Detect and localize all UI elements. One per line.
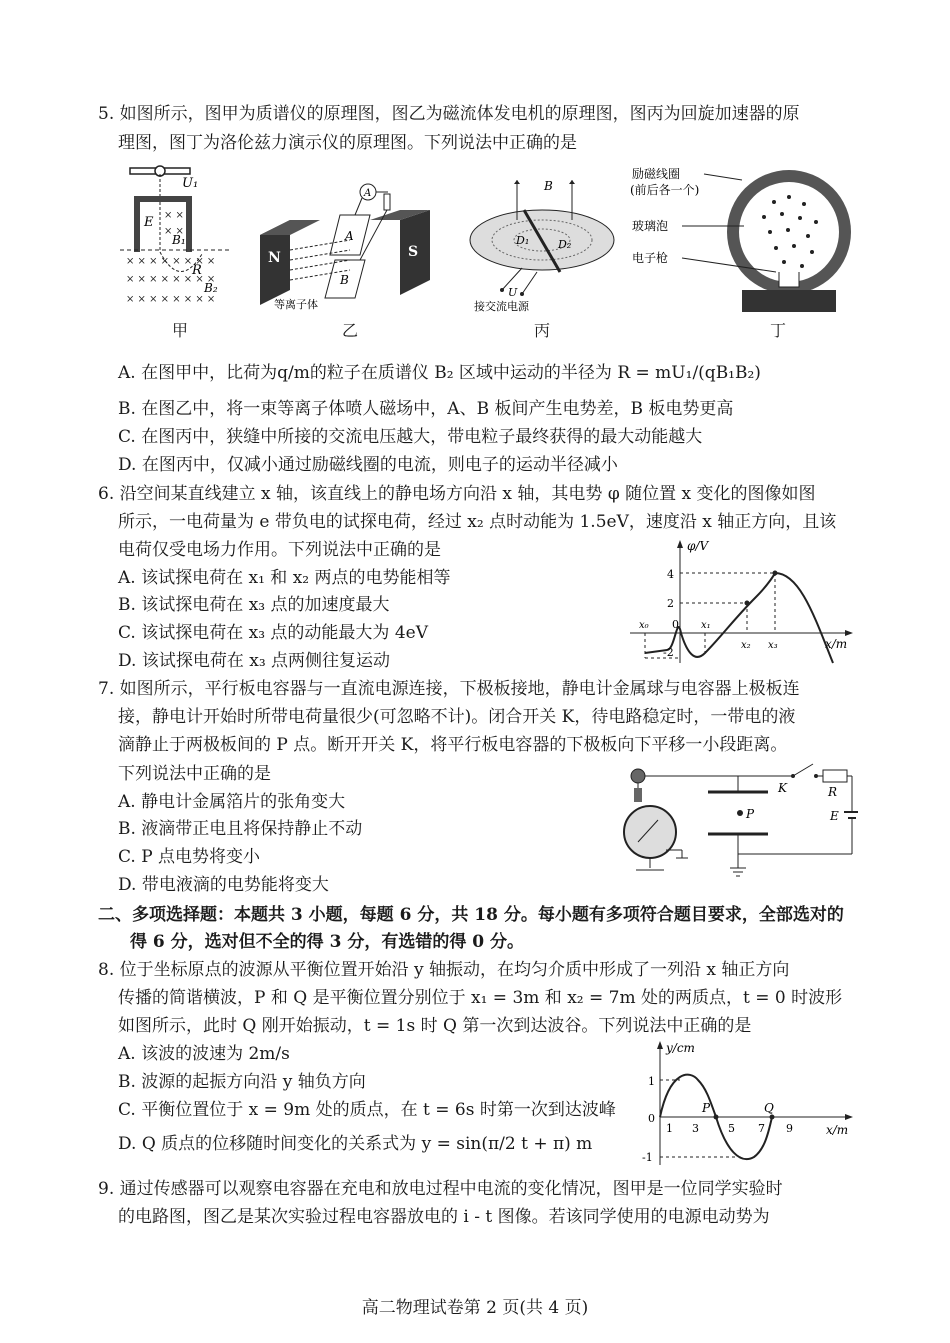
svg-text:× × × × × × × ×: × × × × × × × ×: [126, 274, 216, 285]
fig-mass-spectrometer: [120, 162, 235, 312]
graph8-point-p: P: [702, 1101, 711, 1115]
q8-stem-line3: 如图所示，此时 Q 刚开始振动，t = 1s 时 Q 第一次到达波谷。下列说法中正确的是: [118, 1016, 752, 1036]
q6-option-d: D. 该试探电荷在 x₃ 点两侧往复运动: [118, 651, 391, 671]
q9-stem-line2: 的电路图，图乙是某次实验过程电容器放电的 i - t 图像。若该同学使用的电源电动势为: [118, 1207, 770, 1227]
graph8-tick-x-7: 7: [758, 1122, 765, 1135]
graph6-tick-y-2: 2: [667, 597, 674, 610]
fig-cyclotron: [462, 180, 622, 315]
graph6-tick-x2: x₂: [741, 640, 751, 651]
q7-stem-line3: 滴静止于两极板间的 P 点。断开开关 K，将平行板电容器的下极板向下平移一小段距离。: [118, 735, 788, 755]
graph8-tick-y-0: 0: [648, 1112, 655, 1125]
graph-potential-vs-x: [625, 538, 855, 668]
q5-stem-line2: 理图，图丁为洛伦兹力演示仪的原理图。下列说法中正确的是: [118, 133, 577, 153]
q8-option-c: C. 平衡位置位于 x = 9m 处的质点，在 t = 6s 时第一次到达波峰: [118, 1100, 616, 1120]
q7-option-c: C. P 点电势将变小: [118, 847, 261, 867]
q7-option-a: A. 静电计金属箔片的张角变大: [118, 792, 346, 812]
graph8-point-q: Q: [764, 1101, 774, 1115]
fig-ding-label-bulb: 玻璃泡: [632, 219, 669, 233]
q6-stem-line1: 6. 沿空间某直线建立 x 轴，该直线上的静电场方向沿 x 轴，其电势 φ 随位置 x 变化的图像如图: [98, 484, 816, 504]
graph-wave-y-vs-x: [640, 1040, 855, 1170]
svg-text:A: A: [364, 188, 372, 199]
graph6-axis-y: φ/V: [687, 539, 709, 553]
fig-caption-jia: 甲: [172, 321, 189, 340]
fig-bing-label-u: U: [508, 286, 518, 299]
graph6-axis-x: x/m: [825, 637, 848, 651]
fig-capacitor-circuit: [618, 762, 858, 887]
q6-stem-line2: 所示，一电荷量为 e 带负电的试探电荷，经过 x₂ 点时动能为 1.5eV，速度沿 x 轴正方向，且该: [118, 512, 837, 532]
graph8-axis-y: y/cm: [666, 1041, 695, 1055]
section2-header-line2: 得 6 分，选对但不全的得 3 分，有选错的得 0 分。: [130, 932, 524, 952]
fig-yi-label-b: B: [340, 273, 349, 287]
q5-stem-line1: 5. 如图所示，图甲为质谱仪的原理图，图乙为磁流体发电机的原理图，图丙为回旋加速器的原: [98, 104, 800, 124]
fig-jia-label-r: R: [192, 263, 202, 278]
graph6-tick-x0: x₀: [639, 620, 649, 631]
fig-jia-label-b2: B₂: [204, 281, 218, 295]
fig-caption-yi: 乙: [342, 321, 359, 340]
graph8-tick-x-1: 1: [666, 1122, 673, 1135]
fig-yi-label-n: N: [268, 250, 281, 266]
q8-option-d: D. Q 质点的位移随时间变化的关系式为 y = sin(π/2 t + π) m: [118, 1134, 593, 1154]
q8-stem-line1: 8. 位于坐标原点的波源从平衡位置开始沿 y 轴振动，在均匀介质中形成了一列沿 x 轴正方向: [98, 960, 790, 980]
fig-mhd-generator: [250, 180, 440, 310]
fig-yi-label-plasma: 等离子体: [274, 298, 318, 310]
graph6-tick-y-neg2: -2: [663, 646, 674, 659]
fig-ding-label-gun: 电子枪: [632, 251, 669, 265]
q7-stem-line2: 接，静电计开始时所带电荷量很少(可忽略不计)。闭合开关 K，待电路稳定时，一带电的液: [118, 707, 796, 727]
q5-option-d: D. 在图丙中，仅减小通过励磁线圈的电流，则电子的运动半径减小: [118, 455, 618, 475]
fig-bing-label-ac-source: 接交流电源: [474, 300, 529, 313]
graph8-tick-x-3: 3: [692, 1122, 699, 1135]
q6-option-b: B. 该试探电荷在 x₃ 点的加速度最大: [118, 595, 390, 615]
graph6-tick-origin: 0: [672, 618, 679, 631]
q5-option-b: B. 在图乙中，将一束等离子体喷人磁场中，A、B 板间产生电势差，B 板电势更高: [118, 399, 734, 419]
graph6-tick-x1: x₁: [701, 620, 711, 631]
q7-stem-line1: 7. 如图所示，平行板电容器与一直流电源连接，下极板接地，静电计金属球与电容器上极板连: [98, 679, 800, 699]
graph8-axis-x: x/m: [826, 1123, 849, 1137]
fig-yi-label-a: A: [345, 229, 354, 243]
q6-option-c: C. 该试探电荷在 x₃ 点的动能最大为 4eV: [118, 623, 428, 643]
q9-stem-line1: 9. 通过传感器可以观察电容器在充电和放电过程中电流的变化情况，图甲是一位同学实验时: [98, 1179, 783, 1199]
fig7-label-k: K: [778, 781, 787, 795]
q6-stem-line3: 电荷仅受电场力作用。下列说法中正确的是: [118, 540, 441, 560]
q7-option-b: B. 液滴带正电且将保持静止不动: [118, 819, 363, 839]
q7-option-d: D. 带电液滴的电势能将变大: [118, 875, 329, 895]
page-footer: 高二物理试卷第 2 页(共 4 页): [361, 1298, 589, 1318]
fig-yi-label-s: S: [408, 244, 419, 260]
fig-bing-label-d1: D₁: [516, 234, 530, 247]
fig-bing-label-b: B: [544, 180, 553, 193]
fig-lorentz-demo: [624, 162, 854, 317]
fig-ding-label-coil: 励磁线圈: [632, 167, 681, 181]
graph8-tick-x-9: 9: [786, 1122, 793, 1135]
graph6-tick-x3: x₃: [768, 640, 778, 651]
fig7-label-e: E: [830, 809, 839, 823]
graph8-tick-y-1: 1: [648, 1075, 655, 1088]
svg-text:× × × × × × × ×: × × × × × × × ×: [126, 256, 216, 267]
fig-jia-label-b1: B₁: [172, 233, 186, 247]
svg-text:× × × × × × × ×: × × × × × × × ×: [126, 294, 216, 305]
q8-stem-line2: 传播的简谐横波，P 和 Q 是平衡位置分别位于 x₁ = 3m 和 x₂ = 7m 处的两质点，t = 0 时波形: [118, 988, 843, 1008]
q6-option-a: A. 该试探电荷在 x₁ 和 x₂ 两点的电势能相等: [118, 568, 451, 588]
svg-text:× ×: × ×: [164, 226, 184, 237]
fig7-label-p: P: [746, 807, 755, 821]
svg-text:× ×: × ×: [164, 210, 184, 221]
fig7-label-r: R: [828, 785, 838, 799]
q8-option-b: B. 波源的起振方向沿 y 轴负方向: [118, 1072, 366, 1092]
q5-option-c: C. 在图丙中，狭缝中所接的交流电压越大，带电粒子最终获得的最大动能越大: [118, 427, 703, 447]
fig-caption-ding: 丁: [770, 321, 787, 340]
fig-jia-label-u1: U₁: [182, 176, 199, 191]
graph6-tick-y-4: 4: [667, 568, 674, 581]
q5-option-a: A. 在图甲中，比荷为q/m的粒子在质谱仪 B₂ 区域中运动的半径为 R = mU₁/(qB₁B₂): [118, 363, 761, 383]
graph8-tick-y-neg1: -1: [642, 1151, 653, 1164]
fig-caption-bing: 丙: [534, 321, 551, 340]
graph8-tick-x-5: 5: [728, 1122, 735, 1135]
fig-ding-label-coil-note: (前后各一个): [630, 183, 700, 197]
section2-header-line1: 二、多项选择题：本题共 3 小题，每题 6 分，共 18 分。每小题有多项符合题目要求，全部选对的: [98, 905, 844, 925]
fig-jia-label-e: E: [144, 215, 154, 230]
q8-option-a: A. 该波的波速为 2m/s: [118, 1044, 290, 1064]
q7-stem-line4: 下列说法中正确的是: [118, 764, 271, 784]
fig-bing-label-d2: D₂: [558, 238, 572, 251]
